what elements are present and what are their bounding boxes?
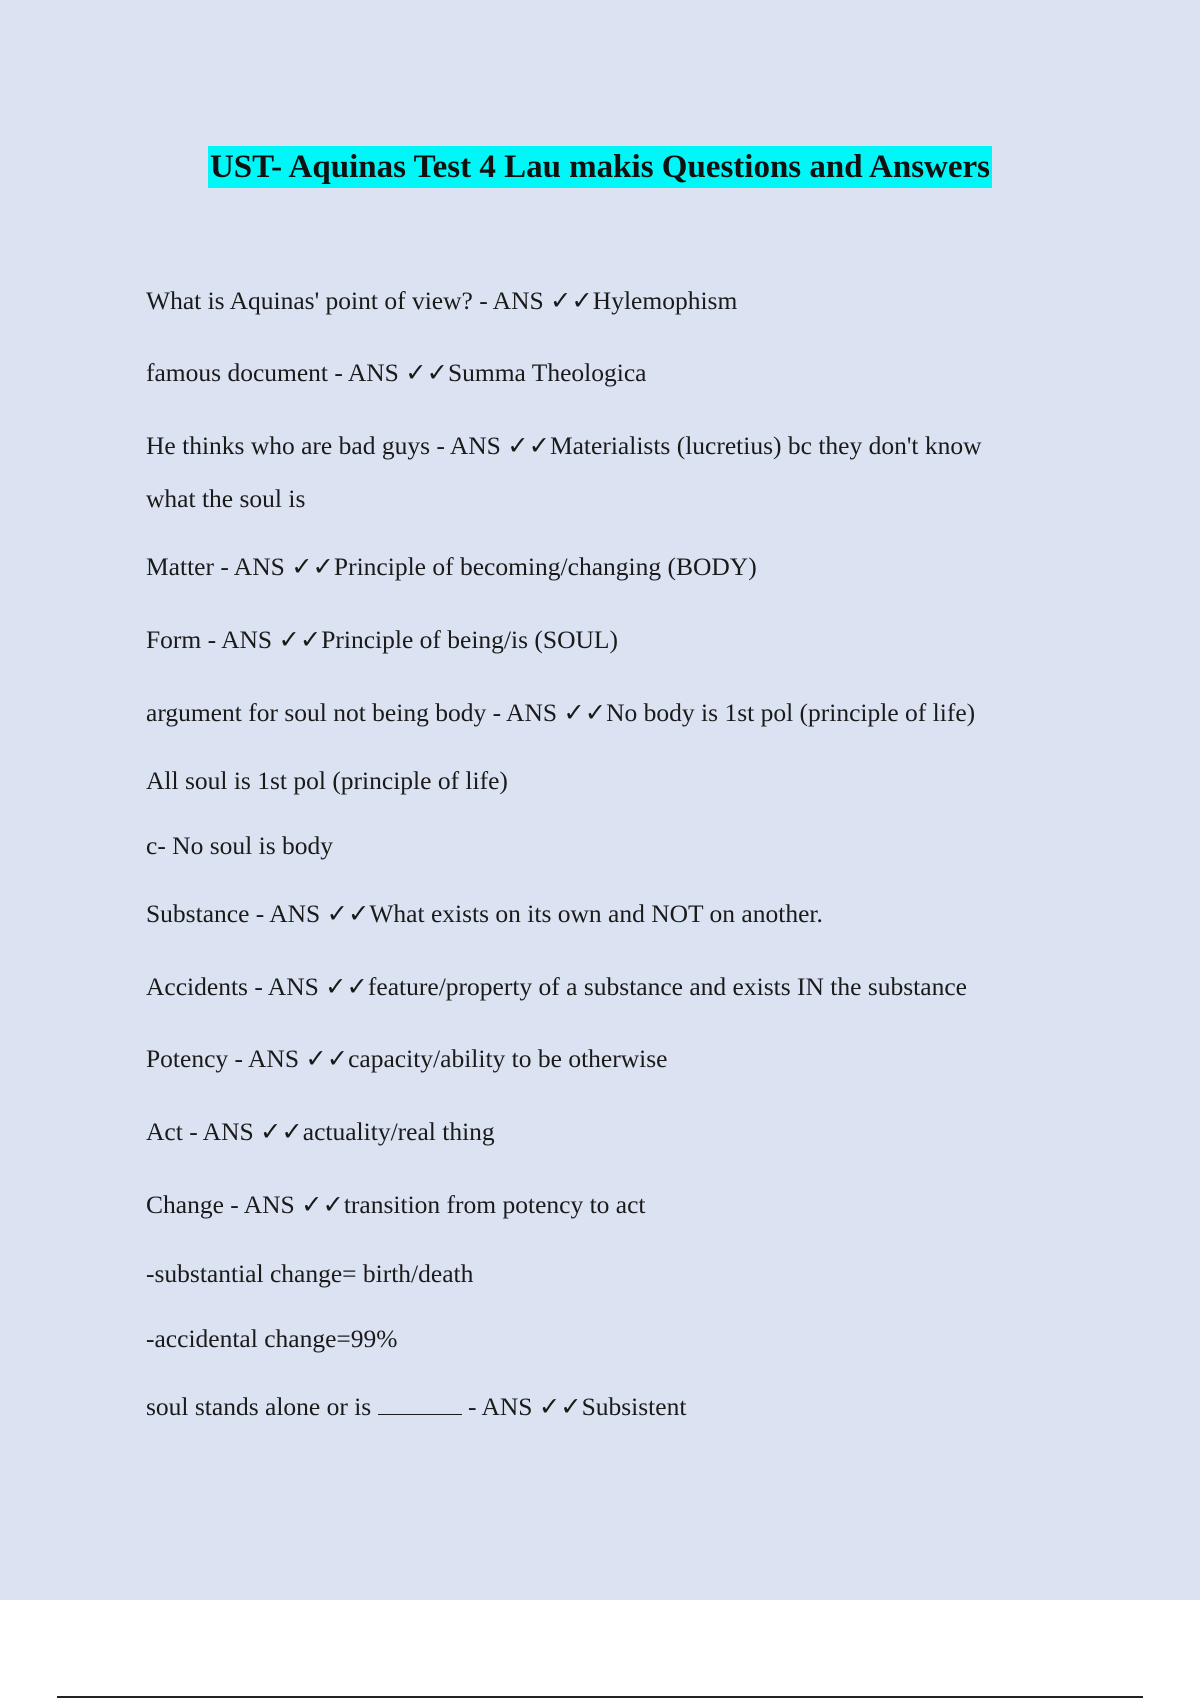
fill-blank-prefix: soul stands alone or is: [146, 1392, 378, 1421]
qa-line: -substantial change= birth/death: [146, 1259, 474, 1288]
qa-line: -accidental change=99%: [146, 1324, 398, 1353]
qa-line: Change - ANS ✓✓transition from potency to act: [146, 1190, 646, 1219]
qa-line-fill-blank: [146, 1392, 1086, 1422]
qa-line: Matter - ANS ✓✓Principle of becoming/changing (BODY): [146, 552, 757, 581]
qa-line: Act - ANS ✓✓actuality/real thing: [146, 1117, 495, 1146]
qa-line: What is Aquinas' point of view? - ANS ✓✓Hylemophism: [146, 286, 738, 315]
qa-line: argument for soul not being body - ANS ✓✓No body is 1st pol (principle of life): [146, 698, 976, 727]
document-title: UST- Aquinas Test 4 Lau makis Questions and Answers: [208, 146, 992, 188]
fill-blank: [378, 1392, 462, 1415]
qa-line-continuation: what the soul is: [146, 484, 306, 513]
qa-line: c- No soul is body: [146, 831, 333, 860]
qa-line: All soul is 1st pol (principle of life): [146, 766, 508, 795]
qa-line: Potency - ANS ✓✓capacity/ability to be otherwise: [146, 1044, 668, 1073]
qa-line: He thinks who are bad guys - ANS ✓✓Materialists (lucretius) bc they don't know: [146, 431, 982, 460]
qa-line: Form - ANS ✓✓Principle of being/is (SOUL): [146, 625, 618, 654]
footer-divider: [57, 1696, 1143, 1698]
qa-line: famous document - ANS ✓✓Summa Theologica: [146, 358, 647, 387]
qa-line: Accidents - ANS ✓✓feature/property of a substance and exists IN the substance: [146, 972, 967, 1001]
title-container: [0, 146, 1200, 188]
qa-line: Substance - ANS ✓✓What exists on its own and NOT on another.: [146, 899, 823, 928]
fill-blank-suffix: - ANS ✓✓Subsistent: [461, 1392, 687, 1421]
